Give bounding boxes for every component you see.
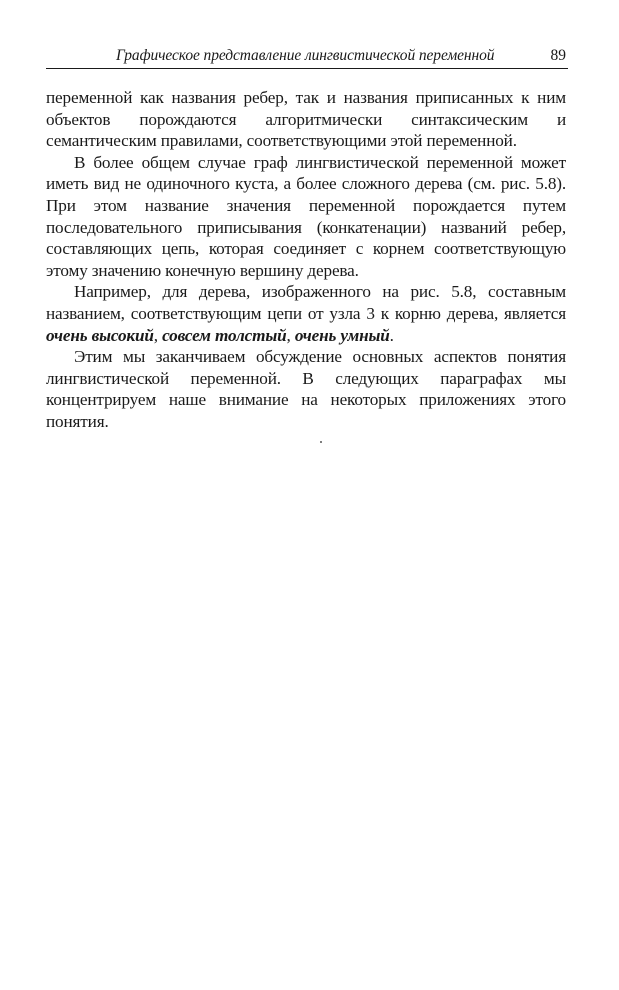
paragraph-3-end: . — [389, 325, 394, 345]
body-text — [46, 87, 566, 433]
paragraph-4: Этим мы заканчиваем обсуждение основных аспектов понятия лингвистической переменной. В следующих параграфах мы концентрируем наше внимание на некоторых приложениях этого понятия. — [46, 347, 566, 431]
emphasis-quite-fat: совсем толстый — [162, 325, 287, 345]
separator-2: , — [286, 325, 295, 345]
page-number: 89 — [550, 47, 566, 64]
paragraph-3-text: Например, для дерева, изображенного на рис. 5.8, составным названием, соответствующим цепи от узла 3 к корню дерева, является — [46, 282, 566, 323]
emphasis-very-smart: очень умный — [294, 325, 390, 345]
paragraph-3 — [46, 281, 566, 346]
emphasis-very-tall: очень высокий — [46, 325, 154, 345]
paragraph-1: переменной как названия ребер, так и названия приписанных к ним объектов порождаются алгоритмически синтаксическим и семантическим правилами, соответствующими этой переменной. — [46, 88, 566, 151]
running-title: Графическое представление лингвистической переменной — [116, 47, 495, 64]
running-header — [46, 44, 568, 69]
separator-1: , — [153, 325, 163, 345]
paragraph-2: В более общем случае граф лингвистической переменной может иметь вид не одиночного куста, а более сложного дерева (см. рис. 5.8). При этом название значения переменной порождается путем последовательного приписывания (конкатенации) названий ребер, составляющих цепь, которая соединяет с корнем соответствующую этому значению конечную вершину дерева. — [46, 152, 566, 280]
print-speck — [320, 441, 322, 443]
